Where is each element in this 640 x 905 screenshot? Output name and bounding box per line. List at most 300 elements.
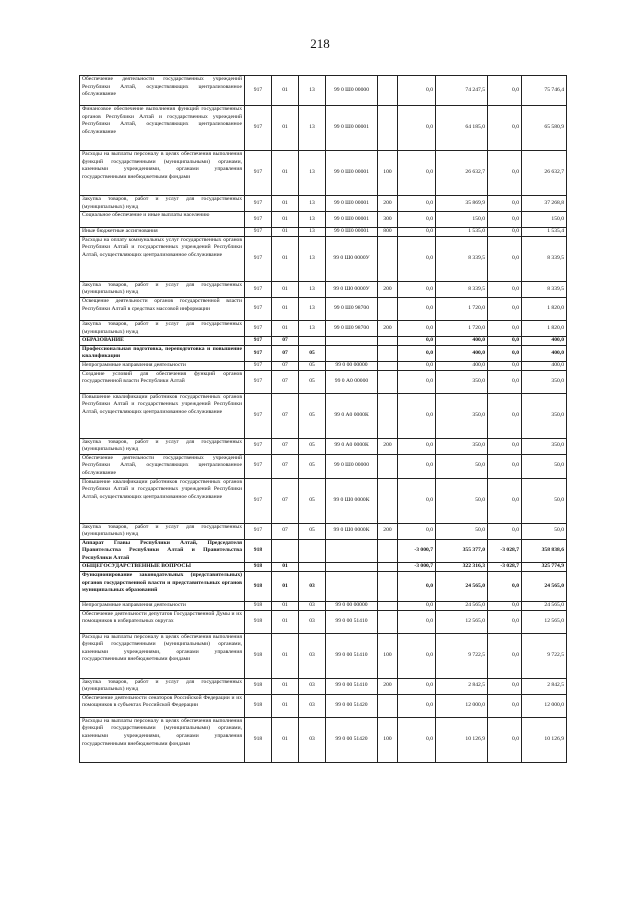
- table-row: [80, 572, 567, 602]
- cell-amount-1: 26 632,7: [436, 151, 488, 196]
- table-row: [80, 106, 567, 151]
- cell-amount-1: 12 000,0: [436, 694, 488, 717]
- cell-amount-change-2: 0,0: [488, 151, 522, 196]
- cell-name: Повышение квалификации работников государственных органов Республики Алтай и государственных учреждений Республики Алтай, осуществляющих централизованное обслуживание: [80, 478, 245, 523]
- cell-glava: 917: [245, 236, 272, 281]
- cell-csr: 99 0 Ш0 00001: [326, 151, 378, 196]
- cell-rz: 01: [272, 228, 299, 237]
- cell-amount-change-1: 0,0: [398, 297, 436, 320]
- cell-amount-1: 150,0: [436, 212, 488, 228]
- cell-amount-change-2: 0,0: [488, 236, 522, 281]
- cell-amount-change-1: 0,0: [398, 106, 436, 151]
- cell-glava: 917: [245, 454, 272, 478]
- cell-name: Закупка товаров, работ и услуг для государственных (муниципальных) нужд: [80, 320, 245, 336]
- cell-vr: [378, 694, 398, 717]
- cell-pr: 05: [299, 523, 326, 539]
- cell-csr: 99 0 Ш0 0000У: [326, 236, 378, 281]
- cell-amount-2: 75 746,4: [522, 76, 567, 106]
- table-row: [80, 610, 567, 633]
- cell-name: Освещение деятельности органов государственной власти Республики Алтай в средствах массовой информации: [80, 297, 245, 320]
- cell-amount-2: 12 000,0: [522, 694, 567, 717]
- cell-amount-change-1: 0,0: [398, 678, 436, 694]
- cell-vr: [378, 602, 398, 611]
- cell-amount-change-2: 0,0: [488, 212, 522, 228]
- cell-amount-2: 325 774,9: [522, 563, 567, 572]
- cell-amount-1: 400,0: [436, 361, 488, 370]
- page-number: 218: [310, 36, 330, 51]
- cell-csr: 99 0 Ш0 00001: [326, 196, 378, 212]
- cell-csr: 99 0 Ш0 0000К: [326, 478, 378, 523]
- cell-amount-1: 9 722,5: [436, 633, 488, 678]
- cell-glava: 918: [245, 572, 272, 602]
- cell-csr: 99 0 Ш0 98700: [326, 297, 378, 320]
- cell-amount-change-2: 0,0: [488, 438, 522, 454]
- cell-name: Функционирование законодательных (представительных) органов государственной власти и представительных органов муниципальных образований: [80, 572, 245, 602]
- cell-vr: [378, 610, 398, 633]
- cell-csr: [326, 337, 378, 346]
- cell-rz: 07: [272, 370, 299, 393]
- cell-rz: 01: [272, 320, 299, 336]
- cell-vr: [378, 106, 398, 151]
- cell-amount-1: 355 377,0: [436, 539, 488, 563]
- cell-amount-change-2: 0,0: [488, 281, 522, 297]
- cell-rz: 07: [272, 438, 299, 454]
- budget-table-container: [79, 75, 566, 763]
- table-row: [80, 212, 567, 228]
- cell-pr: 05: [299, 438, 326, 454]
- cell-name: Закупка товаров, работ и услуг для государственных (муниципальных) нужд: [80, 678, 245, 694]
- cell-vr: [378, 478, 398, 523]
- cell-name: Создание условий для обеспечения функций органов государственной власти Республики Алтай: [80, 370, 245, 393]
- cell-rz: 01: [272, 572, 299, 602]
- table-row: [80, 393, 567, 438]
- cell-name: Иные бюджетные ассигнования: [80, 228, 245, 237]
- cell-pr: 05: [299, 478, 326, 523]
- cell-amount-2: 358 838,6: [522, 539, 567, 563]
- cell-name: Расходы на оплату коммунальных услуг государственных органов Республики Алтай и государственных учреждений Республики Алтай, осуществляющих централизованное обслуживание: [80, 236, 245, 281]
- cell-amount-1: 24 565,0: [436, 602, 488, 611]
- cell-vr: [378, 454, 398, 478]
- cell-vr: 200: [378, 678, 398, 694]
- cell-amount-2: 24 565,0: [522, 572, 567, 602]
- cell-amount-change-2: 0,0: [488, 297, 522, 320]
- table-row: [80, 717, 567, 762]
- table-row: [80, 602, 567, 611]
- cell-amount-change-1: 0,0: [398, 602, 436, 611]
- cell-rz: 07: [272, 454, 299, 478]
- cell-name: Обеспечение деятельности государственных учреждений Республики Алтай, осуществляющих централизованное обслуживание: [80, 454, 245, 478]
- cell-csr: 99 0 00 51410: [326, 610, 378, 633]
- cell-glava: 917: [245, 361, 272, 370]
- cell-pr: 03: [299, 572, 326, 602]
- cell-glava: 918: [245, 694, 272, 717]
- table-row: [80, 236, 567, 281]
- cell-amount-change-2: 0,0: [488, 572, 522, 602]
- cell-rz: 07: [272, 393, 299, 438]
- cell-amount-2: 2 842,5: [522, 678, 567, 694]
- cell-vr: 200: [378, 281, 398, 297]
- cell-amount-change-1: 0,0: [398, 196, 436, 212]
- cell-vr: [378, 393, 398, 438]
- cell-amount-2: 400,0: [522, 345, 567, 361]
- cell-amount-1: 2 842,5: [436, 678, 488, 694]
- cell-amount-1: 64 185,0: [436, 106, 488, 151]
- cell-amount-2: 24 565,0: [522, 602, 567, 611]
- cell-amount-change-2: 0,0: [488, 106, 522, 151]
- cell-vr: [378, 76, 398, 106]
- cell-rz: 01: [272, 694, 299, 717]
- cell-pr: 03: [299, 678, 326, 694]
- cell-vr: 200: [378, 523, 398, 539]
- cell-name: Расходы на выплаты персоналу в целях обеспечения выполнения функций государственными (муниципальными) органами, казенными учреждениями, органами управления государственными внебюджетными фондами: [80, 717, 245, 762]
- table-row: [80, 478, 567, 523]
- cell-vr: 100: [378, 151, 398, 196]
- cell-glava: 917: [245, 228, 272, 237]
- cell-vr: 200: [378, 196, 398, 212]
- cell-amount-change-1: 0,0: [398, 633, 436, 678]
- cell-amount-change-2: 0,0: [488, 633, 522, 678]
- cell-name: Расходы на выплаты персоналу в целях обеспечения выполнения функций государственными (муниципальными) органами, казенными учреждениями, органами управления государственными внебюджетными фондами: [80, 633, 245, 678]
- cell-amount-2: 1 820,0: [522, 297, 567, 320]
- cell-csr: 99 0 Ш0 0000У: [326, 281, 378, 297]
- cell-amount-2: 8 339,5: [522, 281, 567, 297]
- cell-rz: 01: [272, 106, 299, 151]
- cell-name: Обеспечение деятельности депутатов Государственной Думы и их помощников в избирательных округах: [80, 610, 245, 633]
- cell-glava: 917: [245, 151, 272, 196]
- cell-amount-2: 65 580,9: [522, 106, 567, 151]
- cell-amount-1: 1 720,0: [436, 297, 488, 320]
- cell-amount-1: 400,0: [436, 337, 488, 346]
- table-row: [80, 281, 567, 297]
- table-row: [80, 694, 567, 717]
- cell-vr: 800: [378, 228, 398, 237]
- cell-csr: [326, 345, 378, 361]
- cell-pr: 13: [299, 320, 326, 336]
- cell-rz: 01: [272, 717, 299, 762]
- cell-amount-1: 24 565,0: [436, 572, 488, 602]
- table-row: [80, 633, 567, 678]
- cell-rz: 07: [272, 345, 299, 361]
- cell-csr: 99 0 Ш0 00001: [326, 228, 378, 237]
- cell-amount-change-2: 0,0: [488, 678, 522, 694]
- cell-amount-change-2: 0,0: [488, 694, 522, 717]
- cell-vr: 200: [378, 438, 398, 454]
- cell-amount-change-1: 0,0: [398, 281, 436, 297]
- cell-csr: 99 0 А0 0000К: [326, 438, 378, 454]
- cell-vr: 100: [378, 717, 398, 762]
- cell-amount-2: 400,0: [522, 361, 567, 370]
- cell-pr: 13: [299, 228, 326, 237]
- budget-table: [79, 75, 567, 763]
- cell-vr: [378, 345, 398, 361]
- cell-amount-change-2: 0,0: [488, 610, 522, 633]
- cell-amount-change-1: 0,0: [398, 320, 436, 336]
- cell-csr: 99 0 00 00000: [326, 361, 378, 370]
- cell-csr: [326, 572, 378, 602]
- cell-glava: 917: [245, 478, 272, 523]
- cell-amount-change-2: 0,0: [488, 370, 522, 393]
- cell-name: Закупка товаров, работ и услуг для государственных (муниципальных) нужд: [80, 281, 245, 297]
- cell-amount-change-2: -3 028,7: [488, 539, 522, 563]
- cell-amount-1: 350,0: [436, 370, 488, 393]
- cell-amount-change-1: 0,0: [398, 572, 436, 602]
- cell-rz: 07: [272, 523, 299, 539]
- cell-csr: 99 0 А0 00000: [326, 370, 378, 393]
- cell-amount-1: 400,0: [436, 345, 488, 361]
- cell-glava: 918: [245, 633, 272, 678]
- table-row: [80, 361, 567, 370]
- cell-rz: 01: [272, 297, 299, 320]
- cell-rz: [272, 539, 299, 563]
- cell-amount-change-2: 0,0: [488, 337, 522, 346]
- table-row: [80, 454, 567, 478]
- cell-rz: 01: [272, 196, 299, 212]
- cell-pr: 05: [299, 454, 326, 478]
- cell-amount-change-1: 0,0: [398, 694, 436, 717]
- cell-glava: 918: [245, 610, 272, 633]
- cell-amount-change-1: 0,0: [398, 76, 436, 106]
- cell-csr: 99 0 00 00000: [326, 602, 378, 611]
- cell-glava: 917: [245, 320, 272, 336]
- table-row: [80, 563, 567, 572]
- cell-pr: 03: [299, 602, 326, 611]
- cell-amount-2: 50,0: [522, 478, 567, 523]
- cell-pr: 13: [299, 281, 326, 297]
- cell-amount-2: 26 632,7: [522, 151, 567, 196]
- cell-vr: [378, 297, 398, 320]
- cell-glava: 918: [245, 602, 272, 611]
- cell-amount-change-2: 0,0: [488, 393, 522, 438]
- table-row: [80, 320, 567, 336]
- table-row: [80, 337, 567, 346]
- cell-amount-change-1: 0,0: [398, 337, 436, 346]
- cell-pr: [299, 539, 326, 563]
- cell-amount-change-1: 0,0: [398, 717, 436, 762]
- cell-rz: 07: [272, 361, 299, 370]
- cell-pr: [299, 337, 326, 346]
- cell-csr: 99 0 Ш0 0000К: [326, 523, 378, 539]
- cell-pr: [299, 563, 326, 572]
- cell-amount-1: 8 339,5: [436, 281, 488, 297]
- cell-glava: 917: [245, 297, 272, 320]
- cell-amount-change-2: 0,0: [488, 717, 522, 762]
- cell-vr: [378, 563, 398, 572]
- cell-amount-1: 1 720,0: [436, 320, 488, 336]
- cell-pr: 13: [299, 106, 326, 151]
- cell-amount-2: 50,0: [522, 523, 567, 539]
- cell-amount-change-1: 0,0: [398, 454, 436, 478]
- table-row: [80, 539, 567, 563]
- cell-name: Закупка товаров, работ и услуг для государственных (муниципальных) нужд: [80, 196, 245, 212]
- cell-csr: 99 0 Ш0 00000: [326, 76, 378, 106]
- cell-pr: 13: [299, 297, 326, 320]
- cell-vr: 200: [378, 320, 398, 336]
- cell-vr: [378, 361, 398, 370]
- cell-name: Непрограммные направления деятельности: [80, 361, 245, 370]
- cell-amount-1: 322 316,3: [436, 563, 488, 572]
- cell-name: Обеспечение деятельности сенаторов Российской Федерации и их помощников в субъектах Российской Федерации: [80, 694, 245, 717]
- cell-amount-2: 37 268,8: [522, 196, 567, 212]
- cell-name: Закупка товаров, работ и услуг для государственных (муниципальных) нужд: [80, 523, 245, 539]
- cell-amount-1: 50,0: [436, 454, 488, 478]
- cell-glava: 918: [245, 539, 272, 563]
- cell-amount-1: 74 247,5: [436, 76, 488, 106]
- cell-amount-2: 12 565,0: [522, 610, 567, 633]
- cell-amount-2: 10 126,9: [522, 717, 567, 762]
- cell-csr: 99 0 Ш0 00001: [326, 212, 378, 228]
- cell-glava: 917: [245, 281, 272, 297]
- cell-amount-change-2: 0,0: [488, 345, 522, 361]
- cell-amount-change-1: 0,0: [398, 523, 436, 539]
- cell-amount-change-1: 0,0: [398, 345, 436, 361]
- cell-glava: 918: [245, 678, 272, 694]
- table-row: [80, 678, 567, 694]
- cell-csr: 99 0 Ш0 00001: [326, 106, 378, 151]
- table-row: [80, 196, 567, 212]
- cell-amount-change-2: 0,0: [488, 76, 522, 106]
- cell-pr: 05: [299, 370, 326, 393]
- cell-pr: 03: [299, 717, 326, 762]
- cell-name: Обеспечение деятельности государственных учреждений Республики Алтай, осуществляющих централизованное обслуживание: [80, 76, 245, 106]
- cell-rz: 07: [272, 478, 299, 523]
- cell-csr: 99 0 Ш0 00000: [326, 454, 378, 478]
- cell-amount-2: 400,0: [522, 337, 567, 346]
- cell-glava: 918: [245, 563, 272, 572]
- budget-table-body: [80, 76, 567, 763]
- cell-name: Финансовое обеспечение выполнения функций государственных органов Республики Алтай и государственных учреждений Республики Алтай, осуществляющих централизованное обслуживание: [80, 106, 245, 151]
- cell-pr: 05: [299, 345, 326, 361]
- cell-amount-change-2: 0,0: [488, 196, 522, 212]
- cell-glava: 918: [245, 717, 272, 762]
- cell-glava: 917: [245, 438, 272, 454]
- cell-amount-1: 12 565,0: [436, 610, 488, 633]
- cell-amount-1: 1 535,0: [436, 228, 488, 237]
- table-row: [80, 438, 567, 454]
- cell-rz: 01: [272, 151, 299, 196]
- cell-amount-change-2: 0,0: [488, 478, 522, 523]
- cell-csr: [326, 563, 378, 572]
- cell-rz: 01: [272, 212, 299, 228]
- table-row: [80, 151, 567, 196]
- table-row: [80, 297, 567, 320]
- cell-pr: 13: [299, 236, 326, 281]
- cell-glava: 917: [245, 370, 272, 393]
- cell-vr: [378, 539, 398, 563]
- cell-csr: 99 0 А0 0000К: [326, 393, 378, 438]
- cell-glava: 917: [245, 345, 272, 361]
- cell-glava: 917: [245, 393, 272, 438]
- table-row: [80, 76, 567, 106]
- cell-amount-1: 35 869,9: [436, 196, 488, 212]
- cell-amount-2: 1 820,0: [522, 320, 567, 336]
- cell-name: Расходы на выплаты персоналу в целях обеспечения выполнения функций государственными (муниципальными) органами, казенными учреждениями, органами управления государственными внебюджетными фондами: [80, 151, 245, 196]
- cell-amount-change-1: 0,0: [398, 361, 436, 370]
- cell-amount-change-2: 0,0: [488, 228, 522, 237]
- cell-csr: 99 0 00 51410: [326, 633, 378, 678]
- cell-pr: 13: [299, 212, 326, 228]
- cell-amount-1: 8 339,5: [436, 236, 488, 281]
- cell-csr: 99 0 00 51410: [326, 678, 378, 694]
- cell-glava: 917: [245, 337, 272, 346]
- cell-rz: 01: [272, 236, 299, 281]
- cell-vr: [378, 572, 398, 602]
- cell-name: Профессиональная подготовка, переподготовка и повышение квалификации: [80, 345, 245, 361]
- cell-rz: 01: [272, 563, 299, 572]
- cell-amount-change-2: 0,0: [488, 454, 522, 478]
- cell-csr: [326, 539, 378, 563]
- cell-rz: 01: [272, 633, 299, 678]
- cell-amount-2: 350,0: [522, 370, 567, 393]
- cell-amount-change-1: 0,0: [398, 212, 436, 228]
- cell-name: Закупка товаров, работ и услуг для государственных (муниципальных) нужд: [80, 438, 245, 454]
- cell-vr: [378, 236, 398, 281]
- cell-amount-2: 350,0: [522, 393, 567, 438]
- table-row: [80, 370, 567, 393]
- cell-amount-1: 50,0: [436, 523, 488, 539]
- cell-amount-2: 9 722,5: [522, 633, 567, 678]
- cell-pr: 13: [299, 151, 326, 196]
- table-row: [80, 523, 567, 539]
- cell-amount-change-1: 0,0: [398, 370, 436, 393]
- cell-name: Аппарат Главы Республики Алтай, Председателя Правительства Республики Алтай и Правительства Республики Алтай: [80, 539, 245, 563]
- cell-vr: [378, 337, 398, 346]
- cell-amount-change-2: 0,0: [488, 523, 522, 539]
- cell-pr: 05: [299, 361, 326, 370]
- cell-name: Социальное обеспечение и иные выплаты населению: [80, 212, 245, 228]
- cell-amount-1: 350,0: [436, 438, 488, 454]
- cell-amount-1: 350,0: [436, 393, 488, 438]
- cell-glava: 917: [245, 76, 272, 106]
- cell-amount-change-2: 0,0: [488, 320, 522, 336]
- cell-glava: 917: [245, 106, 272, 151]
- cell-amount-1: 10 126,9: [436, 717, 488, 762]
- cell-pr: 03: [299, 610, 326, 633]
- cell-amount-change-1: -3 000,7: [398, 563, 436, 572]
- cell-amount-change-2: -3 028,7: [488, 563, 522, 572]
- cell-rz: 01: [272, 602, 299, 611]
- cell-name: ОБЩЕГОСУДАРСТВЕННЫЕ ВОПРОСЫ: [80, 563, 245, 572]
- cell-glava: 917: [245, 523, 272, 539]
- cell-rz: 07: [272, 337, 299, 346]
- cell-rz: 01: [272, 76, 299, 106]
- cell-csr: 99 0 00 51420: [326, 694, 378, 717]
- cell-amount-2: 50,0: [522, 454, 567, 478]
- cell-vr: 300: [378, 212, 398, 228]
- cell-amount-change-1: 0,0: [398, 438, 436, 454]
- cell-name: Непрограммные направления деятельности: [80, 602, 245, 611]
- cell-amount-change-1: 0,0: [398, 393, 436, 438]
- cell-amount-1: 50,0: [436, 478, 488, 523]
- cell-amount-2: 1 535,4: [522, 228, 567, 237]
- cell-rz: 01: [272, 678, 299, 694]
- cell-amount-change-1: 0,0: [398, 151, 436, 196]
- cell-pr: 03: [299, 694, 326, 717]
- cell-amount-change-2: 0,0: [488, 602, 522, 611]
- cell-rz: 01: [272, 281, 299, 297]
- cell-name: ОБРАЗОВАНИЕ: [80, 337, 245, 346]
- cell-amount-change-1: 0,0: [398, 228, 436, 237]
- cell-rz: 01: [272, 610, 299, 633]
- cell-amount-change-2: 0,0: [488, 361, 522, 370]
- cell-name: Повышение квалификации работников государственных органов Республики Алтай и государственных учреждений Республики Алтай, осуществляющих централизованное обслуживание: [80, 393, 245, 438]
- cell-glava: 917: [245, 196, 272, 212]
- cell-csr: 99 0 Ш0 98700: [326, 320, 378, 336]
- cell-pr: 05: [299, 393, 326, 438]
- cell-amount-2: 8 339,5: [522, 236, 567, 281]
- cell-vr: 100: [378, 633, 398, 678]
- cell-amount-2: 350,0: [522, 438, 567, 454]
- cell-csr: 99 0 00 51420: [326, 717, 378, 762]
